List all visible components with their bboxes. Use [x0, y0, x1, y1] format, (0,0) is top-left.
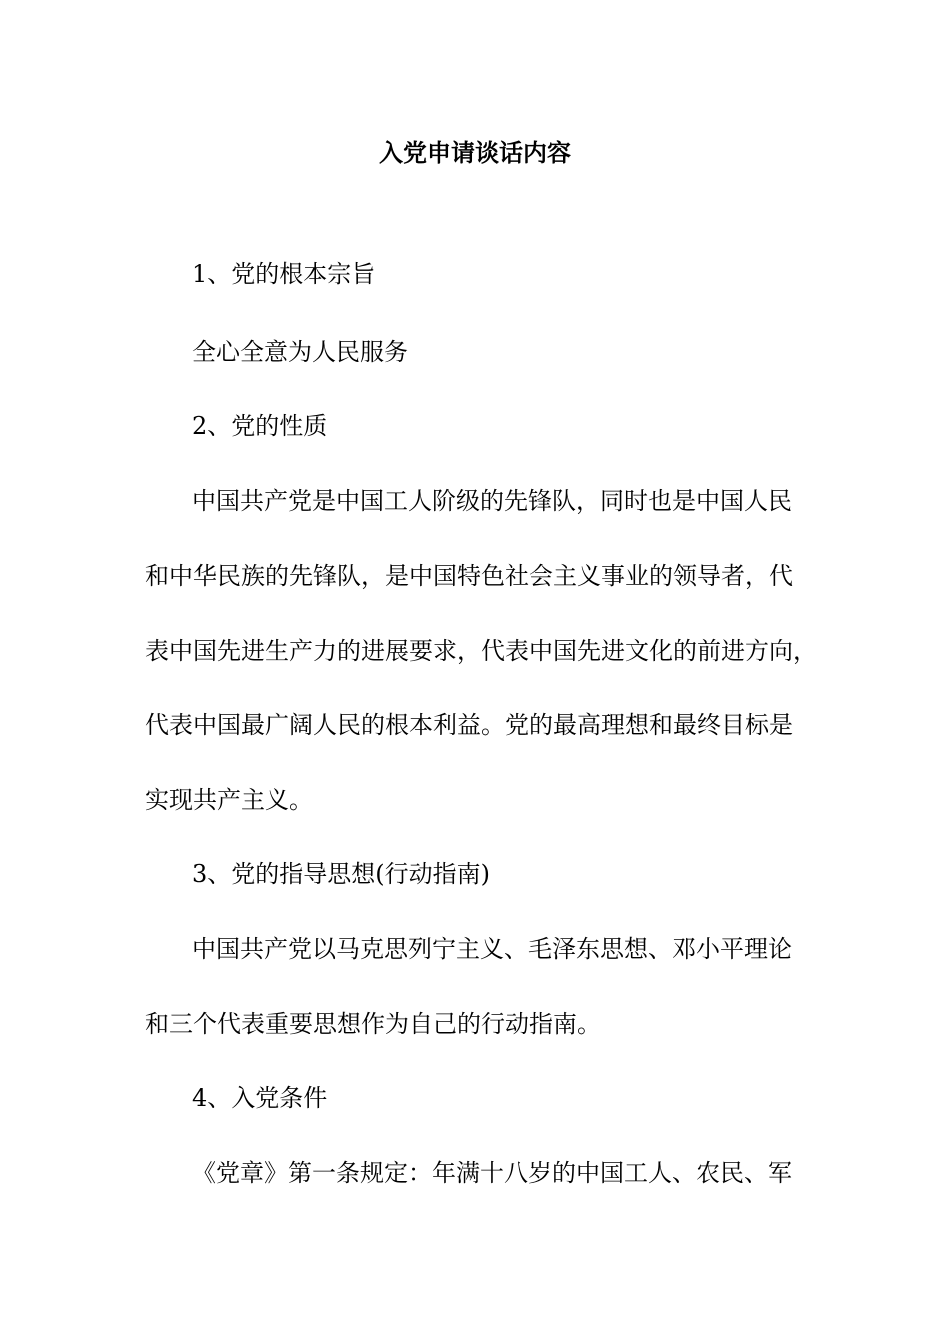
- paragraph-line: 和中华民族的先锋队，是中国特色社会主义事业的领导者，代: [145, 562, 793, 590]
- paragraph-line: 中国共产党以马克思列宁主义、毛泽东思想、邓小平理论: [192, 935, 792, 963]
- section-heading-guiding-thought: 3、党的指导思想(行动指南): [192, 860, 490, 888]
- document-title: 入党申请谈话内容: [379, 139, 571, 167]
- section-heading-purpose: 1、党的根本宗旨: [192, 260, 376, 288]
- paragraph-line: 中国共产党是中国工人阶级的先锋队，同时也是中国人民: [192, 487, 792, 515]
- section-heading-nature: 2、党的性质: [192, 412, 328, 440]
- paragraph-line: 全心全意为人民服务: [192, 338, 408, 366]
- paragraph-line: 表中国先进生产力的进展要求，代表中国先进文化的前进方向，: [145, 637, 817, 665]
- paragraph-line: 实现共产主义。: [145, 786, 313, 814]
- paragraph-line: 《党章》第一条规定：年满十八岁的中国工人、农民、军: [192, 1159, 792, 1187]
- section-heading-conditions: 4、入党条件: [192, 1084, 328, 1112]
- paragraph-line: 代表中国最广阔人民的根本利益。党的最高理想和最终目标是: [145, 711, 793, 739]
- paragraph-line: 和三个代表重要思想作为自己的行动指南。: [145, 1010, 601, 1038]
